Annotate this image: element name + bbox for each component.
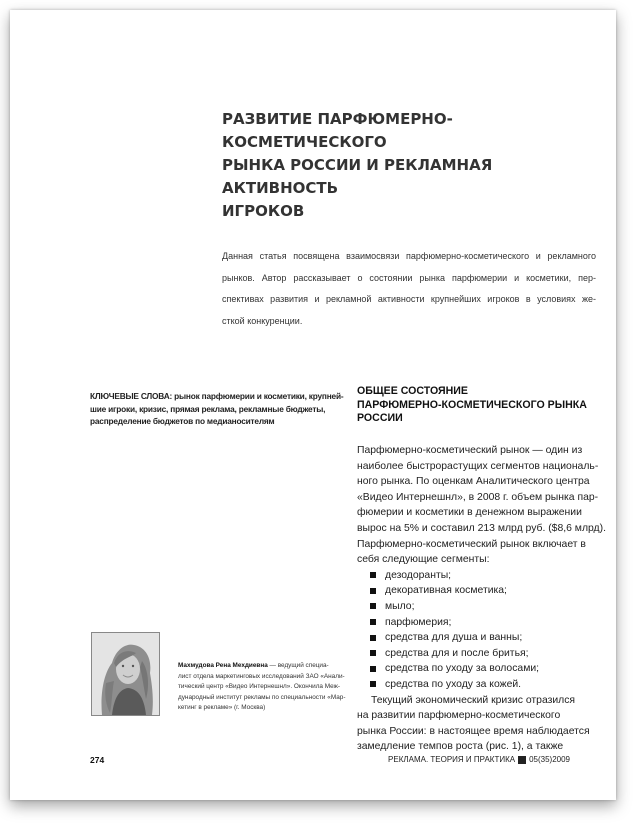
list-item bbox=[357, 677, 597, 693]
list-item bbox=[357, 599, 597, 615]
bullet-square-icon bbox=[370, 588, 376, 594]
list-item bbox=[357, 583, 597, 599]
author-name: Махмудова Рена Мехдиевна bbox=[178, 662, 268, 669]
abstract-line: Данная статья посвящена взаимосвязи парфюмерно-косметического и рекламного bbox=[222, 251, 596, 261]
bullet-square-icon bbox=[370, 603, 376, 609]
journal-issue: 05(35)2009 bbox=[529, 755, 570, 764]
article-abstract bbox=[222, 246, 596, 332]
bullet-square-icon bbox=[370, 681, 376, 687]
body-line: замедление темпов роста (рис. 1), а также bbox=[357, 741, 564, 753]
body-line: «Видео Интернешнл», в 2008 г. объем рынка пар- bbox=[357, 491, 599, 503]
list-item-text: мыло; bbox=[385, 600, 415, 612]
list-item-text: средства по уходу за кожей. bbox=[385, 678, 522, 690]
abstract-line: сткой конкуренции. bbox=[222, 315, 303, 326]
keywords-line: шие игроки, кризис, прямая реклама, рекламные бюджеты, bbox=[90, 403, 326, 414]
section-title-line: РОССИИ bbox=[357, 412, 403, 424]
body-line: вырос на 5% и составил 213 млрд руб. ($8,6 млрд). bbox=[357, 522, 606, 534]
article-title bbox=[222, 108, 612, 223]
section-title-line: ОБЩЕЕ СОСТОЯНИЕ bbox=[357, 385, 468, 397]
body-line: Текущий экономический кризис отразился bbox=[371, 694, 576, 706]
list-item bbox=[357, 646, 597, 662]
journal-name: РЕКЛАМА. ТЕОРИЯ И ПРАКТИКА bbox=[388, 755, 516, 764]
list-item-text: средства для душа и ванны; bbox=[385, 632, 523, 644]
author-bio-text: — ведущий специа- bbox=[267, 662, 329, 669]
square-separator-icon bbox=[518, 756, 526, 764]
section-title bbox=[357, 385, 617, 426]
list-item-text: дезодоранты; bbox=[385, 569, 452, 581]
body-line: рынка России: в настоящее время наблюдается bbox=[357, 725, 590, 737]
list-item-text: декоративная косметика; bbox=[385, 585, 507, 597]
author-bio-line: кетинг в рекламе» (г. Москва) bbox=[178, 704, 266, 711]
bullet-square-icon bbox=[370, 650, 376, 656]
author-bio-line: лист отдела маркетинговых исследований ЗАО «Анали- bbox=[178, 672, 345, 680]
body-line: фюмерии и косметики в денежном выражении bbox=[357, 507, 582, 519]
list-item-text: парфюмерия; bbox=[385, 616, 452, 628]
article-title-line: РАЗВИТИЕ ПАРФЮМЕРНО-КОСМЕТИЧЕСКОГО bbox=[222, 110, 453, 151]
article-title-line: ИГРОКОВ bbox=[222, 202, 305, 220]
body-line: Парфюмерно-косметический рынок включает в bbox=[357, 538, 586, 550]
author-bio-line: дународный институт рекламы по специальности «Мар- bbox=[178, 693, 346, 701]
list-item-text: средства для и после бритья; bbox=[385, 647, 529, 659]
body-line: на развитии парфюмерно-косметического bbox=[357, 710, 561, 722]
section-title-line: ПАРФЮМЕРНО-КОСМЕТИЧЕСКОГО РЫНКА bbox=[357, 398, 587, 411]
abstract-line: рынков. Автор рассказывает о состоянии рынка парфюмерии и косметики, пер- bbox=[222, 272, 596, 283]
bullet-square-icon bbox=[370, 666, 376, 672]
body-line: наиболее быстрорастущих сегментов националь- bbox=[357, 460, 599, 472]
segment-list bbox=[357, 568, 597, 693]
page-number: 274 bbox=[90, 755, 105, 765]
author-bio-line: тический центр «Видео Интернешнл». Окончила Меж- bbox=[178, 683, 341, 690]
bullet-square-icon bbox=[370, 572, 376, 578]
article-title-line: РЫНКА РОССИИ И РЕКЛАМНАЯ АКТИВНОСТЬ bbox=[222, 156, 493, 197]
author-first-line bbox=[178, 661, 338, 672]
keywords-line: КЛЮЧЕВЫЕ СЛОВА: рынок парфюмерии и косметики, крупней- bbox=[90, 391, 344, 401]
bullet-square-icon bbox=[370, 619, 376, 625]
journal-footer bbox=[388, 755, 570, 764]
bullet-square-icon bbox=[370, 635, 376, 641]
document-page bbox=[10, 10, 616, 800]
body-line: ного рынка. По оценкам Аналитического центра bbox=[357, 476, 590, 488]
list-item bbox=[357, 630, 597, 646]
abstract-line: спективах развития и рекламной активности крупнейших игроков в условиях же- bbox=[222, 294, 596, 304]
keywords-block bbox=[90, 390, 344, 428]
author-info bbox=[178, 661, 346, 714]
list-item bbox=[357, 568, 597, 584]
keywords-line: распределение бюджетов по медианосителям bbox=[90, 416, 275, 426]
article-body bbox=[357, 443, 606, 755]
author-portrait-icon bbox=[92, 633, 159, 715]
body-line: себя следующие сегменты: bbox=[357, 554, 490, 566]
list-item bbox=[357, 661, 597, 677]
body-line: Парфюмерно-косметический рынок — один из bbox=[357, 445, 583, 456]
list-item-text: средства по уходу за волосами; bbox=[385, 663, 540, 675]
author-photo bbox=[91, 632, 160, 716]
list-item bbox=[357, 615, 597, 631]
